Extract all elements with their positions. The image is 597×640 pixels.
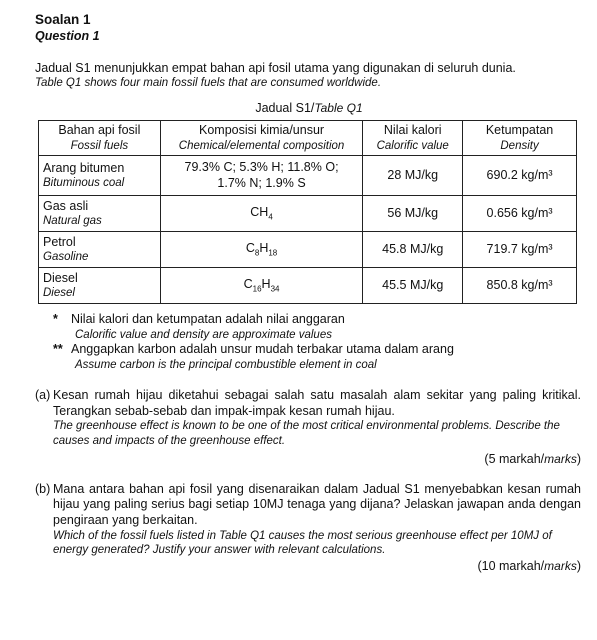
header-calorific: Nilai kalori Calorific value: [363, 121, 463, 156]
question-marks: (10 markah/marks): [477, 559, 581, 574]
table-header-row: [39, 121, 577, 156]
cell-composition: 79.3% C; 5.3% H; 11.8% O; 1.7% N; 1.9% S: [160, 156, 363, 196]
table-caption: [35, 101, 583, 117]
table-row: [39, 232, 577, 268]
intro: [35, 61, 583, 91]
intro-text-en: Table Q1 shows four main fossil fuels that are consumed worldwide.: [35, 77, 382, 90]
question-text-ms: Mana antara bahan api fosil yang disenaraikan dalam Jadual S1 menyebabkan kesan rumah hijau yang paling serius bagi setiap 10MJ tenaga yang dijana? Jelaskan jawapan anda dengan pengiraan yang berkaitan.: [53, 481, 581, 527]
cell-composition: $C_{16}H_{34}$: [160, 268, 363, 304]
question-a: [35, 388, 583, 468]
table-row: [39, 196, 577, 232]
cell-calorific: 56 MJ/kg: [363, 196, 463, 232]
cell-density: 690.2 kg/m³: [463, 156, 577, 196]
cell-density: 0.656 kg/m³: [463, 196, 577, 232]
note-item: [53, 342, 583, 372]
cell-composition: $CH_4$: [160, 196, 363, 232]
question-marks: (5 markah/marks): [484, 452, 581, 467]
question-text-ms: Kesan rumah hijau diketahui sebagai salah satu masalah alam sekitar yang paling kritikal. Terangkan sebab-sebab dan impak-impak kesan rumah hijau.: [53, 388, 581, 418]
note-item: [53, 312, 583, 342]
cell-fuel: Diesel Diesel: [39, 268, 161, 304]
table-row: [39, 156, 577, 196]
header-density: Ketumpatan Density: [463, 121, 577, 156]
note-marker: *: [53, 312, 58, 327]
note-text-en: Calorific value and density are approximate values: [75, 328, 332, 341]
note-text-en: Assume carbon is the principal combustible element in coal: [75, 358, 377, 371]
note-text-ms: Nilai kalori dan ketumpatan adalah nilai anggaran: [71, 312, 345, 327]
table-row: [39, 268, 577, 304]
cell-calorific: 45.5 MJ/kg: [363, 268, 463, 304]
question-label: (a): [35, 388, 51, 403]
header-composition: Komposisi kimia/unsur Chemical/elemental composition: [160, 121, 363, 156]
cell-calorific: 28 MJ/kg: [363, 156, 463, 196]
intro-text-ms: Jadual S1 menunjukkan empat bahan api fosil utama yang digunakan di seluruh dunia.: [35, 60, 516, 75]
cell-calorific: 45.8 MJ/kg: [363, 232, 463, 268]
fuel-table: [38, 120, 577, 304]
question-text-en: The greenhouse effect is known to be one of the most critical environmental problems. Describe the causes and impacts of the greenhouse effect.: [53, 420, 560, 447]
note-text-ms: Anggapkan karbon adalah unsur mudah terbakar utama dalam arang: [71, 342, 454, 357]
table-caption-en: Table Q1: [314, 100, 363, 115]
note-marker: **: [53, 342, 63, 357]
cell-fuel: Gas asli Natural gas: [39, 196, 161, 232]
question-text-en: Which of the fossil fuels listed in Table Q1 causes the most serious greenhouse effect per 10MJ of energy generated? Justify your answer with relevant calculations.: [53, 529, 552, 556]
cell-composition: $C_8H_{18}$: [160, 232, 363, 268]
table-notes: [53, 312, 583, 372]
cell-fuel: Petrol Gasoline: [39, 232, 161, 268]
header-fuel: Bahan api fosil Fossil fuels: [39, 121, 161, 156]
cell-density: 850.8 kg/m³: [463, 268, 577, 304]
cell-fuel: Arang bitumen Bituminous coal: [39, 156, 161, 196]
cell-density: 719.7 kg/m³: [463, 232, 577, 268]
question-b: [35, 482, 583, 575]
table-caption-ms: Jadual S1/: [255, 100, 315, 115]
question-label: (b): [35, 481, 51, 496]
question-title: Soalan 1: [35, 12, 91, 27]
question-title-en: Question 1: [35, 28, 100, 43]
